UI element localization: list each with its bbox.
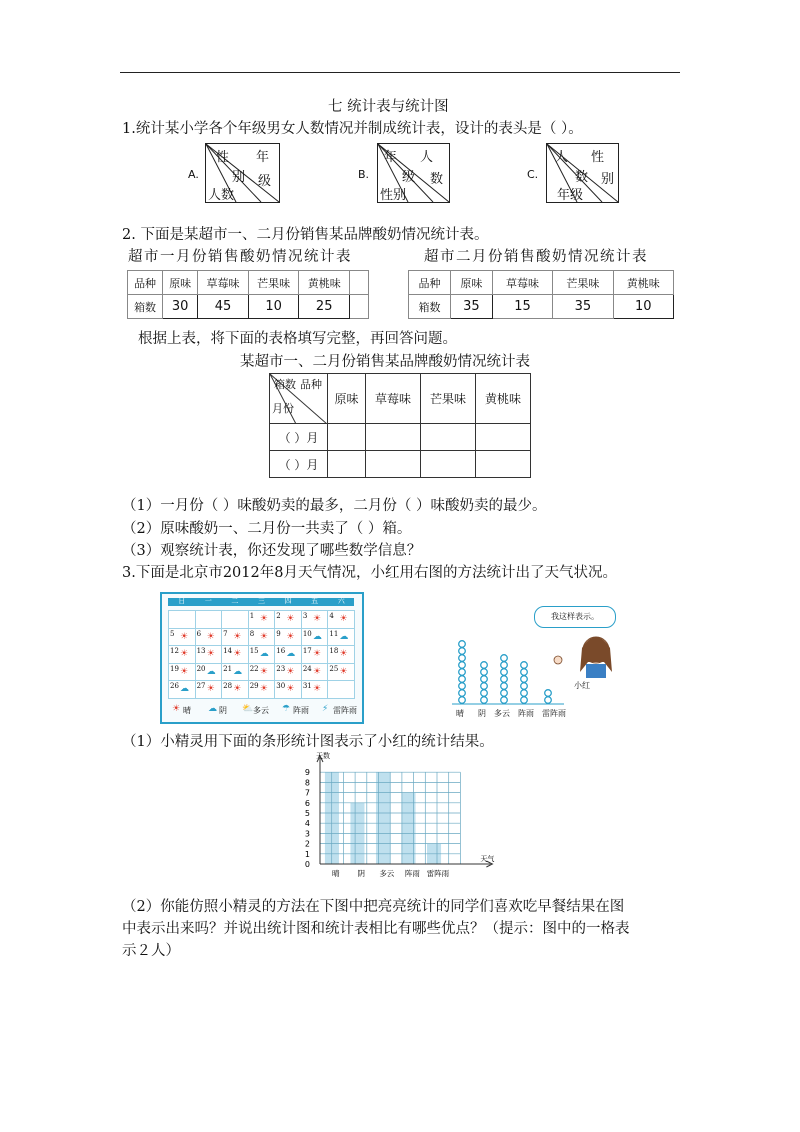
top-rule [120,72,680,73]
tally-circle [521,676,528,683]
sun-icon: ☀ [339,649,348,660]
calendar-cell [168,628,196,647]
calendar-cell [301,628,329,647]
combined-table-title: 某超市一、二月份销售某品牌酸奶情况统计表 [240,354,530,370]
calendar-date: 3 [302,612,308,620]
cloud-icon: ☁ [339,631,349,642]
calendar-cell [301,610,329,629]
cloud-icon: ☁ [208,704,217,714]
sun-icon: ☀ [312,614,321,624]
calendar-cell [248,663,276,682]
weekday-label: 六 [337,597,345,605]
y-tick-label: 2 [304,839,310,849]
calendar-date: 7 [223,629,228,638]
y-tick-label: 3 [304,829,310,839]
calendar-cell [301,663,329,682]
tally-circle [521,669,528,676]
calendar-cell [195,628,223,647]
calendar-cell [301,680,329,699]
calendar-date: 27 [196,682,206,691]
sun-icon: ☀ [312,666,321,677]
thunderstorm-icon: ⚡ [322,704,329,714]
weather-bar-chart [290,752,500,882]
calendar-cell [168,645,196,664]
y-tick-label: 4 [304,819,310,829]
calendar-cell [168,663,196,682]
calendar-date: 13 [196,647,206,656]
tally-circle [459,669,466,676]
bar-多云 [376,772,390,864]
tally-label: 阵雨 [518,709,534,718]
y-tick-label: 7 [304,788,310,798]
jan-table: 品种 原味 草莓味 芒果味 黄桃味 箱数 30 45 10 25 [127,270,369,319]
calendar-date: 2 [276,612,281,620]
answer-cell[interactable] [366,424,421,451]
calendar-date: 6 [196,629,202,638]
calendar-date: 31 [302,682,312,691]
sun-icon: ☀ [233,684,242,695]
tally-circle [459,655,466,662]
y-tick-label: 0 [304,860,310,869]
sun-icon: ☀ [286,614,295,624]
q3-text: 3.下面是北京市2012年8月天气情况，小红用右图的方法统计出了天气状况。 [122,565,617,581]
calendar-cell [195,610,223,629]
calendar-date: 5 [170,629,175,638]
q2-sub1: （1）一月份（ ）味酸奶卖的最多，二月份（ ）味酸奶卖的最少。 [122,498,547,514]
legend-label: 阴 [219,706,227,715]
calendar-date: 17 [302,647,312,656]
sun-icon: ☀ [339,614,348,624]
weekday-label: 二 [231,597,239,605]
tally-label: 晴 [456,709,464,718]
x-tick-label: 多云 [379,869,395,878]
sun-icon: ☀ [286,666,295,677]
calendar-date: 20 [196,664,206,673]
tally-circle [459,676,466,683]
x-tick-label: 阴 [357,869,366,878]
tally-circle [459,662,466,669]
tally-circle [545,697,552,704]
calendar-date: 15 [249,647,259,656]
calendar-cell [327,645,355,664]
sun-icon: ☀ [339,666,348,677]
tally-circle [501,697,508,704]
calendar-cell [168,610,196,629]
calendar-date: 25 [329,664,339,673]
y-tick-label: 5 [304,809,310,818]
answer-cell[interactable] [421,424,476,451]
tally-circle [481,662,488,669]
tally-circle [521,697,528,704]
speech-bubble: 我这样表示。 [534,606,616,628]
cloud-icon: ☁ [206,666,216,677]
weekday-label: 四 [284,597,292,605]
girl-body [586,664,606,678]
q2-instruction: 根据上表，将下面的表格填写完整，再回答问题。 [138,331,457,347]
jan-table-title: 超市一月份销售酸奶情况统计表 [128,249,352,265]
sun-icon: ☀ [206,631,215,642]
tally-circle [501,669,508,676]
tally-circle [521,662,528,669]
legend-label: 阵雨 [293,706,309,715]
q2-sub2: （2）原味酸奶一、二月份一共卖了（ ）箱。 [122,521,412,537]
calendar-cell [274,610,302,629]
tally-circle [459,648,466,655]
tally-label: 多云 [494,709,510,718]
calendar-date: 12 [170,647,179,656]
sun-icon: ☀ [180,631,189,642]
calendar-cell [248,645,276,664]
calendar-date: 26 [170,682,179,691]
q3-sub1: （1）小精灵用下面的条形统计图表示了小红的统计结果。 [122,734,494,750]
calendar-cell [221,680,249,699]
sun-icon: ☀ [180,649,189,660]
cloud-icon: ☁ [233,666,243,677]
tally-label: 阴 [478,709,486,718]
calendar-cell [327,663,355,682]
calendar-cell [221,645,249,664]
tally-circle [521,683,528,690]
q3-sub2-line1: （2）你能仿照小精灵的方法在下图中把亮亮统计的同学们喜欢吃早餐结果在图 [122,899,625,915]
weekday-label: 一 [204,597,212,605]
answer-cell[interactable] [328,451,366,478]
y-tick-label: 8 [304,778,310,788]
tally-circle [501,690,508,697]
sun-icon: ☀ [286,684,295,695]
calendar-date: 9 [276,629,281,638]
sun-icon: ☀ [312,684,321,695]
calendar-cell [274,663,302,682]
calendar-cell [301,645,329,664]
weather-calendar [160,592,364,724]
x-tick-label: 阵雨 [404,869,420,878]
calendar-cell [195,645,223,664]
sun-icon: ☀ [180,666,189,677]
y-tick-label: 6 [304,798,310,808]
q3-sub2-line2: 中表示出来吗？并说出统计图和统计表相比有哪些优点？（提示：图中的一格表 [122,921,630,937]
calendar-date: 8 [249,629,255,638]
legend-label: 晴 [183,706,191,715]
cloud-icon: ☁ [312,631,322,642]
q3-sub2-line3: 示２人） [122,943,180,959]
y-axis-label: 天数 [316,752,330,760]
answer-cell[interactable] [476,424,531,451]
calendar-cell [248,610,276,629]
q1-text: 1.统计某小学各个年级男女人数情况并制成统计表，设计的表头是（ ）。 [122,121,583,137]
calendar-cell [248,628,276,647]
calendar-cell [248,680,276,699]
girl-name: 小红 [574,681,590,690]
rain-icon: ☂ [282,704,291,714]
month-cell[interactable]: （ ）月 [270,451,328,478]
sun-icon: ☀ [312,649,321,660]
calendar-date: 30 [276,682,286,691]
tally-circle [459,690,466,697]
cloud-icon: ☁ [259,649,269,660]
calendar-date: 23 [276,664,286,673]
partly-cloudy-icon: ⛅ [242,704,254,714]
calendar-cell [221,628,249,647]
calendar-date: 22 [249,664,259,673]
y-tick-label: 1 [304,849,310,859]
q2-text: 2. 下面是某超市一、二月份销售某品牌酸奶情况统计表。 [122,227,489,243]
answer-cell[interactable] [476,451,531,478]
calendar-cell [221,663,249,682]
tally-label: 雷阵雨 [542,709,566,718]
calendar-cell [221,610,249,629]
combined-table: 品种 箱数 月份 原味 草莓味 芒果味 黄桃味 （ ）月 （ ）月 [269,373,531,472]
answer-cell[interactable] [421,451,476,478]
calendar-date: 10 [302,629,312,638]
weekday-label: 五 [311,597,319,605]
calendar-date: 11 [329,629,339,638]
feb-table-title: 超市二月份销售酸奶情况统计表 [424,249,648,265]
cloud-icon: ☁ [286,649,296,660]
calendar-cell [195,680,223,699]
x-tick-label: 晴 [332,869,340,878]
sun-icon: ☀ [233,631,242,642]
tally-circle [459,641,466,648]
girl-hand [554,656,562,664]
sun-icon: ☀ [259,614,268,624]
x-tick-label: 雷阵雨 [426,869,450,878]
tally-circle [501,683,508,690]
calendar-cell [327,610,355,629]
calendar-date: 16 [276,647,286,656]
calendar-date: 4 [329,612,334,620]
calendar-date: 1 [249,612,255,620]
calendar-cell [274,628,302,647]
sun-icon: ☀ [259,631,268,642]
answer-cell[interactable] [366,451,421,478]
weekday-label: 日 [178,597,186,605]
q2-sub3: （3）观察统计表，你还发现了哪些数学信息？ [122,543,422,559]
tally-circle [501,655,508,662]
calendar-cell [274,680,302,699]
legend-label: 雷阵雨 [333,706,357,715]
tally-circle [481,690,488,697]
calendar-cell [327,628,355,647]
calendar-date: 18 [329,647,339,656]
feb-table: 品种 原味 草莓味 芒果味 黄桃味 箱数 35 15 35 10 [408,270,674,319]
tally-circle [481,697,488,704]
calendar-date: 14 [223,647,233,656]
x-axis-label: 天气 [480,855,495,863]
legend-label: 多云 [253,706,269,715]
y-tick-label: 9 [304,768,310,778]
tally-circle [501,676,508,683]
tally-circle [459,683,466,690]
calendar-date: 21 [223,664,233,673]
calendar-date: 19 [170,664,179,673]
month-cell[interactable]: （ ）月 [270,424,328,451]
calendar-cell [327,680,355,699]
tally-circle [481,683,488,690]
cloud-icon: ☁ [180,684,189,695]
tally-circle [481,669,488,676]
calendar-date: 29 [249,682,259,691]
sun-icon: ☀ [206,684,215,695]
tally-circle [481,676,488,683]
section-title: 七 统计表与统计图 [328,99,449,115]
sun-icon: ☀ [259,666,268,677]
answer-cell[interactable] [328,424,366,451]
sun-icon: ☀ [172,704,181,714]
calendar-date: 28 [223,682,233,691]
sun-icon: ☀ [259,684,268,695]
sun-icon: ☀ [286,631,295,642]
tally-circle [521,690,528,697]
tally-circle [501,662,508,669]
calendar-cell [168,680,196,699]
calendar-date: 24 [302,664,312,673]
tally-circle [459,697,466,704]
sun-icon: ☀ [233,649,242,660]
tally-panel [446,600,642,720]
weekday-label: 三 [258,597,265,605]
tally-circle [545,690,552,697]
calendar-cell [274,645,302,664]
sun-icon: ☀ [206,649,215,660]
calendar-cell [195,663,223,682]
